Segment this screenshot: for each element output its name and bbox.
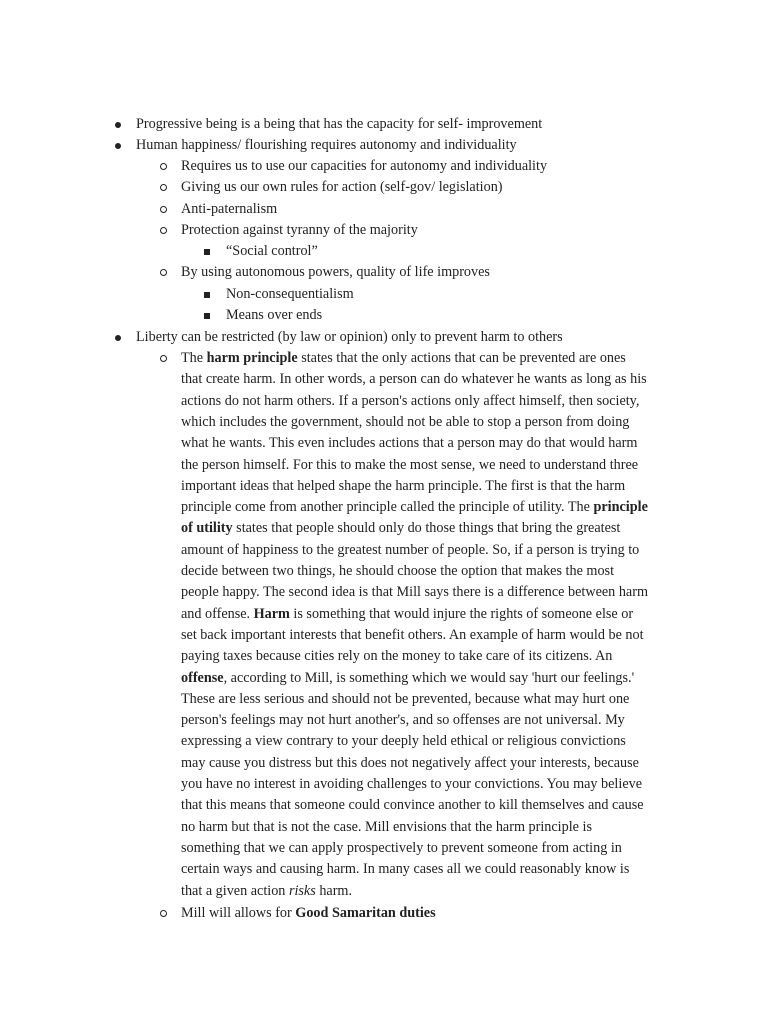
paragraph-line: no harm but that is not the case. Mill envisions that the harm principle is [181, 818, 592, 835]
paragraph-line: person's feelings may not hurt another's, and so offenses are not universal. My [181, 712, 625, 729]
bullet-circle [160, 227, 167, 234]
list-item: By using autonomous powers, quality of life improves [181, 264, 490, 280]
paragraph-line: that this means that someone could convince another to kill themselves and cause [181, 797, 644, 814]
bold-term: Good Samaritan duties [295, 905, 436, 921]
bold-term: Harm [253, 605, 290, 622]
paragraph-line: set back important interests that benefit others. An example of harm would be not [181, 626, 644, 643]
paragraph-line: These are less serious and should not be prevented, because what may hurt one [181, 690, 630, 707]
bullet-circle [160, 910, 167, 917]
bullet-disc [115, 143, 121, 149]
list-item: Non-consequentialism [226, 286, 354, 302]
paragraph-line: that create harm. In other words, a person can do whatever he wants as long as his [181, 371, 647, 388]
paragraph-line: amount of happiness to the greatest number of people. So, if a person is trying to [181, 541, 640, 558]
paragraph-line: The harm principle states that the only actions that can be prevented are ones [181, 350, 626, 366]
bullet-circle [160, 206, 167, 213]
italic-term: risks [288, 882, 316, 899]
bullet-square [204, 249, 210, 255]
paragraph-line: paying taxes because cities rely on the money to take care of its citizens. An [181, 648, 613, 665]
paragraph-line: what he wants. This even includes actions that a person may do that would harm [181, 435, 638, 452]
paragraph-line: people happy. The second idea is that Mill says there is a difference between harm [181, 584, 648, 601]
paragraph-line: important ideas that helped shape the harm principle. The first is that the harm [181, 477, 626, 494]
paragraph-line: you have no interest in avoiding challenges to your convictions. You may believe [181, 776, 643, 792]
list-item: Anti-paternalism [181, 201, 278, 217]
paragraph-line: and offense. Harm is something that would injure the rights of someone else or [181, 605, 634, 622]
paragraph-line: actions do not harm others. If a person's actions only affect himself, then society, [181, 392, 640, 409]
paragraph-line: of utility states that people should only do those things that bring the greatest [181, 520, 621, 537]
bullet-square [204, 313, 210, 319]
bullet-circle [160, 269, 167, 276]
paragraph-line: that a given action risks harm. [181, 882, 353, 899]
paragraph-line: certain ways and causing harm. In many cases all we could reasonably know is [181, 861, 630, 878]
paragraph-line: principle come from another principle called the principle of utility. The principle [181, 499, 648, 516]
paragraph-line: which includes the government, should not be able to stop a person from doing [181, 413, 630, 430]
paragraph-line: the person himself. For this to make the most sense, we need to understand three [181, 456, 639, 473]
list-item: Liberty can be restricted (by law or opinion) only to prevent harm to others [136, 329, 563, 345]
bullet-circle [160, 163, 167, 170]
bullet-circle [160, 355, 167, 362]
list-item: Protection against tyranny of the majority [181, 222, 418, 238]
bold-term: offense [181, 669, 224, 686]
list-item: Giving us our own rules for action (self-gov/ legislation) [181, 179, 503, 195]
list-item: “Social control” [226, 243, 318, 259]
paragraph-line: expressing a view contrary to your deeply held ethical or religious convictions [181, 733, 626, 750]
bullet-circle [160, 184, 167, 191]
bold-term: harm principle [206, 350, 298, 366]
list-item: Mill will allows for Good Samaritan duties [181, 905, 436, 921]
bold-term: of utility [181, 520, 233, 537]
list-item: Means over ends [226, 307, 323, 323]
bullet-disc [115, 335, 121, 341]
paragraph-line: decide between two things, he should choose the option that makes the most [181, 563, 615, 579]
list-item: Human happiness/ flourishing requires autonomy and individuality [136, 137, 517, 153]
bullet-square [204, 292, 210, 298]
bold-term: principle [593, 499, 648, 516]
paragraph-line: may cause you distress but this does not negatively affect your interests, because [181, 754, 639, 771]
list-item: Requires us to use our capacities for autonomy and individuality [181, 158, 548, 174]
paragraph-line: offense, according to Mill, is something which we would say 'hurt our feelings.' [181, 669, 635, 686]
bullet-disc [115, 122, 121, 128]
list-item: Progressive being is a being that has the capacity for self- improvement [136, 116, 543, 132]
paragraph-line: something that we can apply prospectively to prevent someone from acting in [181, 839, 622, 856]
